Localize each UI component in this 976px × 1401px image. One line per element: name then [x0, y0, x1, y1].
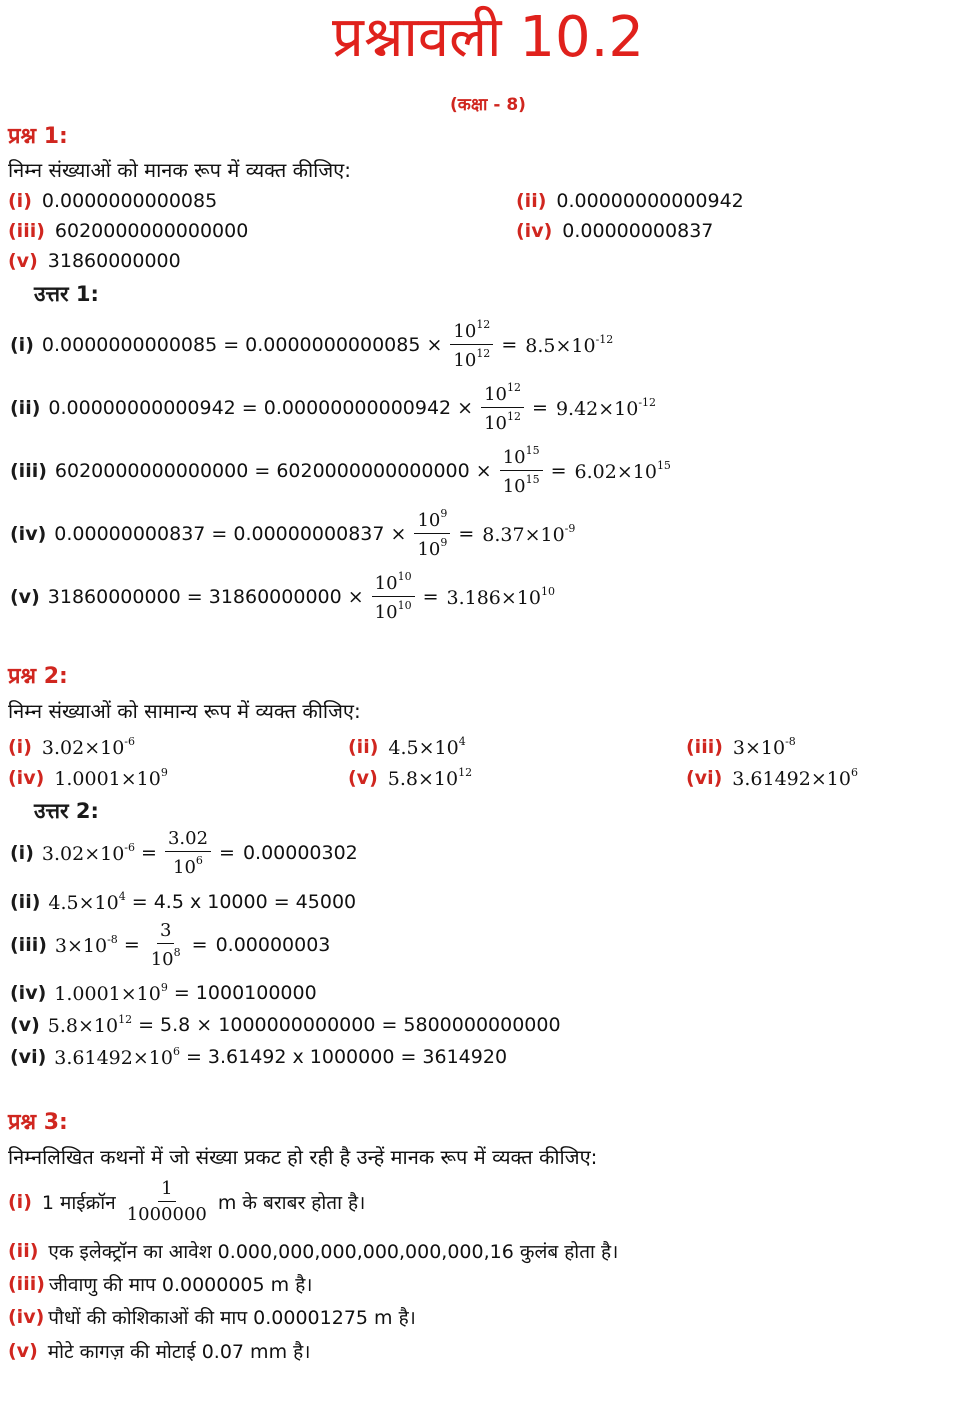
answer-lhs: 0.00000000000942 = 0.00000000000942 × — [48, 396, 474, 419]
answer-result: 0.00000003 — [215, 934, 331, 956]
q1-item-label: (ii) — [516, 190, 547, 212]
q2-item-value: $3\times 10^{-8}$ — [732, 735, 796, 759]
q2-item-value: $3.61492\times 10^6$ — [732, 766, 858, 790]
equals-sign: = — [458, 522, 475, 545]
question-2-heading: प्रश्न 2: — [8, 664, 68, 689]
equals-sign: = — [141, 842, 157, 864]
q2-item-label: (iii) — [686, 736, 723, 758]
equals-sign: = — [550, 459, 567, 482]
q1-item-v — [8, 250, 181, 272]
answer-lhs: $5.8\times 10^{12}$ — [47, 1013, 133, 1037]
answer-label: (v) — [10, 1014, 40, 1036]
question-1-heading: प्रश्न 1: — [8, 124, 68, 149]
power-fraction: $\frac{10^{10}}{10^{10}}$ — [372, 570, 415, 623]
q3-item-text: मोटे कागज़ की मोटाई 0.07 mm है। — [47, 1341, 311, 1363]
power-fraction: $\frac{10^{15}}{10^{15}}$ — [500, 444, 543, 497]
equals-sign: = — [123, 934, 140, 956]
q3-item-label: (iii) — [8, 1273, 45, 1295]
answer-1-row-i — [10, 318, 621, 371]
q2-item-label: (iv) — [8, 767, 45, 789]
q1-item-label: (i) — [8, 190, 32, 212]
question-3-heading: प्रश्न 3: — [8, 1110, 68, 1135]
equals-sign: = — [422, 585, 439, 608]
q1-item-iii — [8, 220, 248, 242]
answer-label: (i) — [10, 333, 34, 356]
equals-sign: = — [219, 842, 235, 864]
q3-item-ii — [8, 1238, 618, 1264]
answer-lhs: 31860000000 = 31860000000 × — [47, 585, 364, 608]
q3-item-text: जीवाणु की माप 0.0000005 m है। — [48, 1274, 313, 1296]
answer-label: (i) — [10, 842, 34, 864]
answer-label: (iv) — [10, 982, 47, 1004]
standard-form-result: $3.186\times 10^{10}$ — [446, 584, 555, 609]
answer-2-row-iii — [10, 920, 338, 970]
answer-lhs: 0.00000000837 = 0.00000000837 × — [54, 522, 407, 545]
equals-sign: = — [191, 934, 208, 956]
q3-item-text: m के बराबर होता है। — [217, 1191, 366, 1214]
q1-item-value: 0.00000000837 — [562, 220, 714, 242]
q1-item-label: (iii) — [8, 220, 45, 242]
answer-rest: = 5.8 × 1000000000000 = 5800000000000 — [138, 1014, 561, 1036]
q3-item-label: (v) — [8, 1340, 38, 1362]
answer-label: (iii) — [10, 934, 47, 956]
q3-item-v — [8, 1338, 310, 1364]
question-1-instruction: निम्न संख्याओं को मानक रूप में व्यक्त कीजिए: — [8, 158, 351, 182]
answer-label: (iv) — [10, 522, 47, 545]
q2-item-value: $1.0001\times 10^9$ — [54, 766, 168, 790]
answer-label: (vi) — [10, 1046, 47, 1068]
q2-item-iv — [8, 766, 168, 790]
standard-form-result: $6.02\times 10^{15}$ — [574, 458, 671, 483]
q2-item-label: (ii) — [348, 736, 379, 758]
q3-item-label: (i) — [8, 1190, 32, 1213]
q3-item-iii — [8, 1271, 312, 1297]
page-title: प्रश्नावली 10.2 — [331, 5, 645, 70]
answer-lhs: 6020000000000000 = 6020000000000000 × — [54, 459, 492, 482]
q3-item-label: (iv) — [8, 1306, 45, 1328]
answer-2-row-v — [10, 1013, 561, 1037]
answer-2-row-i — [10, 828, 366, 878]
answer-2-row-vi — [10, 1045, 507, 1069]
answer-result: 0.00000302 — [242, 842, 358, 864]
question-2-instruction: निम्न संख्याओं को सामान्य रूप में व्यक्त कीजिए: — [8, 699, 361, 723]
micron-fraction: $\frac{1}{1000000}$ — [126, 1178, 207, 1225]
power-fraction: $\frac{10^9}{10^9}$ — [414, 507, 450, 560]
answer-rest: = 4.5 x 10000 = 45000 — [131, 891, 357, 913]
answer-2-row-iv — [10, 981, 317, 1005]
equals-sign: = — [532, 396, 548, 419]
q2-item-i — [8, 735, 135, 759]
answer-1-row-iii — [10, 444, 679, 497]
q3-item-text: 1 माईक्रॉन — [41, 1191, 116, 1214]
q2-item-label: (v) — [348, 767, 378, 789]
answer-1-row-ii — [10, 381, 664, 434]
q2-item-value: $4.5\times 10^4$ — [388, 735, 466, 759]
question-3-instruction: निम्नलिखित कथनों में जो संख्या प्रकट हो रही है उन्हें मानक रूप में व्यक्त कीजिए: — [8, 1145, 598, 1169]
answer-lhs: $1.0001\times 10^9$ — [54, 981, 168, 1005]
q1-item-ii — [516, 190, 744, 212]
q1-item-value: 0.0000000000085 — [41, 190, 218, 212]
q3-item-text: एक इलेक्ट्रॉन का आवेश 0.000,000,000,000,000,000,16 कुलंब होता है। — [48, 1241, 619, 1263]
answer-1-row-v — [10, 570, 563, 623]
q2-item-v — [348, 766, 472, 790]
q2-item-iii — [686, 735, 796, 759]
answer-lhs: $3.61492\times 10^6$ — [54, 1045, 180, 1069]
q1-item-value: 31860000000 — [47, 250, 181, 272]
answer-1-row-iv — [10, 507, 583, 560]
q1-item-value: 6020000000000000 — [54, 220, 249, 242]
standard-form-result: $9.42\times 10^{-12}$ — [555, 395, 657, 420]
equals-sign: = — [501, 333, 518, 356]
power-fraction: $\frac{3}{10^8}$ — [150, 920, 181, 970]
q1-item-i — [8, 190, 217, 212]
answer-label: (ii) — [10, 891, 41, 913]
q1-item-label: (v) — [8, 250, 38, 272]
power-fraction: $\frac{3.02}{10^6}$ — [165, 828, 211, 878]
q3-item-iv — [8, 1304, 416, 1330]
class-subtitle: (कक्षा - 8) — [450, 95, 526, 115]
answer-lhs: $4.5\times 10^4$ — [48, 890, 126, 914]
q2-item-vi — [686, 766, 858, 790]
answer-label: (v) — [10, 585, 40, 608]
q2-item-label: (vi) — [686, 767, 723, 789]
answer-label: (ii) — [10, 396, 41, 419]
standard-form-result: $8.37\times 10^{-9}$ — [482, 521, 576, 546]
q2-item-label: (i) — [8, 736, 32, 758]
answer-lhs: 0.0000000000085 = 0.0000000000085 × — [41, 333, 443, 356]
answer-lhs: $3.02\times 10^{-6}$ — [41, 841, 136, 865]
q1-item-iv — [516, 220, 713, 242]
answer-lhs: $3\times 10^{-8}$ — [54, 933, 118, 957]
q2-item-ii — [348, 735, 466, 759]
power-fraction: $\frac{10^{12}}{10^{12}}$ — [481, 381, 524, 434]
q1-item-label: (iv) — [516, 220, 553, 242]
q2-item-value: $5.8\times 10^{12}$ — [387, 766, 473, 790]
answer-rest: = 1000100000 — [173, 982, 317, 1004]
q3-item-text: पौधों की कोशिकाओं की माप 0.00001275 m है। — [48, 1307, 416, 1329]
q3-item-label: (ii) — [8, 1240, 39, 1262]
standard-form-result: $8.5\times 10^{-12}$ — [525, 332, 614, 357]
answer-2-row-ii — [10, 890, 356, 914]
answer-2-heading: उत्तर 2: — [34, 799, 99, 823]
power-fraction: $\frac{10^{12}}{10^{12}}$ — [450, 318, 493, 371]
answer-1-heading: उत्तर 1: — [34, 282, 99, 306]
answer-rest: = 3.61492 x 1000000 = 3614920 — [185, 1046, 508, 1068]
q2-item-value: $3.02\times 10^{-6}$ — [41, 735, 136, 759]
q3-item-i — [8, 1178, 365, 1225]
answer-label: (iii) — [10, 459, 47, 482]
q1-item-value: 0.00000000000942 — [556, 190, 744, 212]
